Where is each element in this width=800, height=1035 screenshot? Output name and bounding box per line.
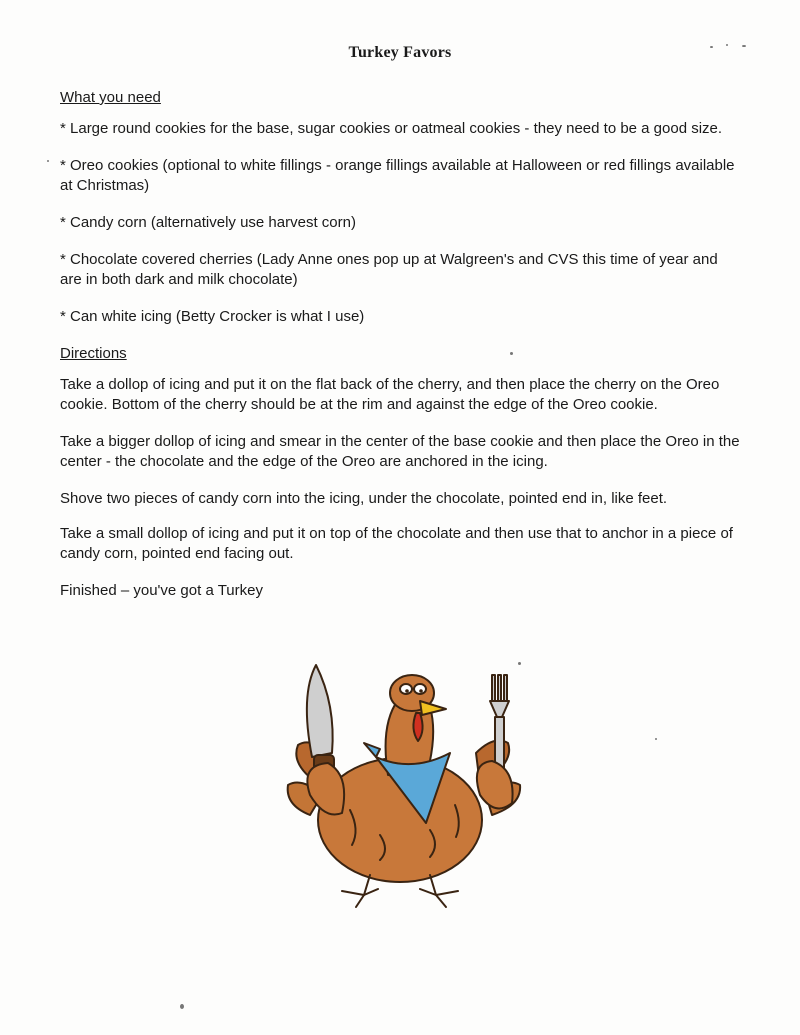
scan-speck [518, 662, 521, 665]
ingredient-item: * Can white icing (Betty Crocker is what I use) [60, 308, 365, 325]
scan-speck [710, 46, 713, 48]
scan-speck [726, 44, 728, 46]
direction-step: Take a small dollop of icing and put it on top of the chocolate and then use that to anchor in a piece of candy corn, pointed end facing out. [60, 525, 733, 562]
closing-line: Finished – you've got a Turkey [60, 582, 263, 599]
section-directions [60, 344, 740, 601]
section-what-you-need [60, 88, 740, 327]
ingredient-item: * Candy corn (alternatively use harvest corn) [60, 214, 356, 231]
section-heading: Directions [60, 345, 127, 362]
section-heading: What you need [60, 89, 161, 106]
direction-step: Take a bigger dollop of icing and smear in the center of the base cookie and then place the Oreo in the center - the chocolate and the edge of the Oreo are anchored in the icing. [60, 433, 740, 470]
document-body [60, 88, 740, 618]
ingredient-item: * Large round cookies for the base, sugar cookies or oatmeal cookies - they need to be a good size. [60, 120, 723, 137]
scan-speck [180, 1004, 184, 1009]
scan-speck [47, 160, 49, 162]
turkey-with-knife-and-fork-icon [280, 645, 530, 910]
scan-speck [655, 738, 657, 740]
page-title: Turkey Favors [348, 44, 452, 61]
ingredient-item: * Chocolate covered cherries (Lady Anne ones pop up at Walgreen's and CVS this time of year and are in both dark and milk chocolate) [60, 251, 718, 288]
scan-speck [510, 352, 513, 355]
direction-step: Shove two pieces of candy corn into the icing, under the chocolate, pointed end in, like feet. [60, 490, 668, 507]
ingredient-item: * Oreo cookies (optional to white fillings - orange fillings available at Halloween or red fillings available at Christmas) [60, 157, 735, 194]
scan-speck [742, 45, 746, 47]
direction-step: Take a dollop of icing and put it on the flat back of the cherry, and then place the cherry on the Oreo cookie. Bottom of the cherry should be at the rim and against the edge of the Oreo cookie. [60, 376, 720, 413]
